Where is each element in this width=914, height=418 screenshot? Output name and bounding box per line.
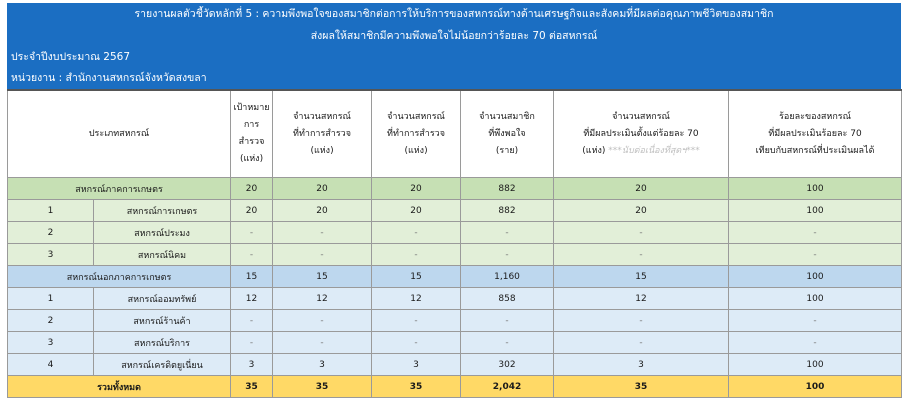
row-value: 3 [372,354,461,376]
row-value: 1,160 [461,266,554,288]
row-value: 15 [554,266,729,288]
row-value: - [461,244,554,266]
row-value: 858 [461,288,554,310]
row-value: - [729,222,902,244]
header-target: เป้าหมาย การ สำรวจ (แห่ง) [231,90,273,178]
row-value: 35 [273,376,372,398]
row-value: 35 [372,376,461,398]
row-value: - [372,310,461,332]
table-row [8,376,902,398]
row-value: 100 [729,288,902,310]
row-value: 3 [231,354,273,376]
row-name: สหกรณ์นอกภาคการเกษตร [8,266,231,288]
row-number: 2 [8,222,94,244]
row-value: 100 [729,354,902,376]
report-title-line1: รายงานผลตัวชี้วัดหลักที่ 5 : ความพึงพอใจของสมาชิกต่อการให้บริการของสหกรณ์ทางด้านเศรษฐกิจและสังคมที่มีผลต่อคุณภาพชีวิตของสมาชิก [134,8,774,20]
row-value: 20 [273,200,372,222]
row-value: 12 [372,288,461,310]
row-value: - [554,310,729,332]
row-number: 1 [8,288,94,310]
row-value: 3 [554,354,729,376]
table-row [8,244,902,266]
row-value: - [554,332,729,354]
row-name: สหกรณ์ประมง [94,222,231,244]
row-value: 12 [231,288,273,310]
table-body [8,178,902,398]
report-header [7,3,901,89]
row-number: 3 [8,244,94,266]
row-value: - [372,244,461,266]
table-row [8,200,902,222]
row-name: สหกรณ์ร้านค้า [94,310,231,332]
row-value: 302 [461,354,554,376]
row-value: 35 [231,376,273,398]
header-surveyed-coops: จำนวนสหกรณ์ ที่ทำการสำรวจ (แห่ง) [273,90,372,178]
row-value: 100 [729,200,902,222]
header-percent: ร้อยละของสหกรณ์ ที่มีผลประเมินร้อยละ 70 เทียบกับสหกรณ์ที่ประเมินผลได้ [729,90,902,178]
report-container [7,3,901,398]
report-title-line2: ส่งผลให้สมาชิกมีความพึงพอใจไม่น้อยกว่าร้อยละ 70 ต่อสหกรณ์ [310,30,598,42]
row-value: 100 [729,266,902,288]
row-number: 1 [8,200,94,222]
row-value: - [554,222,729,244]
row-value: 15 [273,266,372,288]
row-value: - [729,310,902,332]
row-value: - [372,222,461,244]
row-value: - [372,332,461,354]
row-value: - [273,244,372,266]
watermark-text: ***นับต่อเนื่องที่สุดฯ*** [608,145,700,156]
row-value: 20 [372,178,461,200]
row-value: - [231,332,273,354]
row-value: - [273,222,372,244]
row-value: 15 [372,266,461,288]
row-value: - [231,244,273,266]
row-name: สหกรณ์ภาคการเกษตร [8,178,231,200]
row-value: - [461,310,554,332]
row-value: - [461,332,554,354]
header-coops-70: จำนวนสหกรณ์ ที่มีผลประเมินตั้งแต่ร้อยละ 70 (แห่ง) ***นับต่อเนื่องที่สุดฯ*** [554,90,729,178]
row-value: 20 [273,178,372,200]
row-value: 20 [231,178,273,200]
row-name: สหกรณ์เครดิตยูเนี่ยน [94,354,231,376]
table-row [8,310,902,332]
row-name: สหกรณ์นิคม [94,244,231,266]
table-row [8,354,902,376]
row-value: 100 [729,178,902,200]
row-name: สหกรณ์การเกษตร [94,200,231,222]
row-name: สหกรณ์ออมทรัพย์ [94,288,231,310]
row-value: - [554,244,729,266]
row-value: 12 [273,288,372,310]
row-name: รวมทั้งหมด [8,376,231,398]
row-number: 2 [8,310,94,332]
row-value: 12 [554,288,729,310]
row-value: - [461,222,554,244]
row-value: 882 [461,200,554,222]
table-row [8,332,902,354]
row-number: 3 [8,332,94,354]
header-type: ประเภทสหกรณ์ [8,90,231,178]
table-row [8,288,902,310]
row-value: - [231,222,273,244]
table-row [8,178,902,200]
row-name: สหกรณ์บริการ [94,332,231,354]
row-value: 20 [231,200,273,222]
row-number: 4 [8,354,94,376]
row-value: 100 [729,376,902,398]
row-value: 20 [372,200,461,222]
agency-name: หน่วยงาน : สำนักงานสหกรณ์จังหวัดสงขลา [11,72,207,84]
row-value: - [273,332,372,354]
row-value: 15 [231,266,273,288]
results-table [7,89,902,398]
table-header-row [8,90,902,178]
row-value: - [729,244,902,266]
header-surveyed-coops-2: จำนวนสหกรณ์ ที่ทำการสำรวจ (แห่ง) [372,90,461,178]
row-value: 2,042 [461,376,554,398]
row-value: 20 [554,200,729,222]
row-value: 35 [554,376,729,398]
row-value: - [729,332,902,354]
table-row [8,222,902,244]
row-value: 3 [273,354,372,376]
table-row [8,266,902,288]
row-value: - [231,310,273,332]
row-value: 20 [554,178,729,200]
row-value: - [273,310,372,332]
fiscal-year: ประจำปีงบประมาณ 2567 [11,51,131,63]
header-satisfied-members: จำนวนสมาชิก ที่พึงพอใจ (ราย) [461,90,554,178]
row-value: 882 [461,178,554,200]
